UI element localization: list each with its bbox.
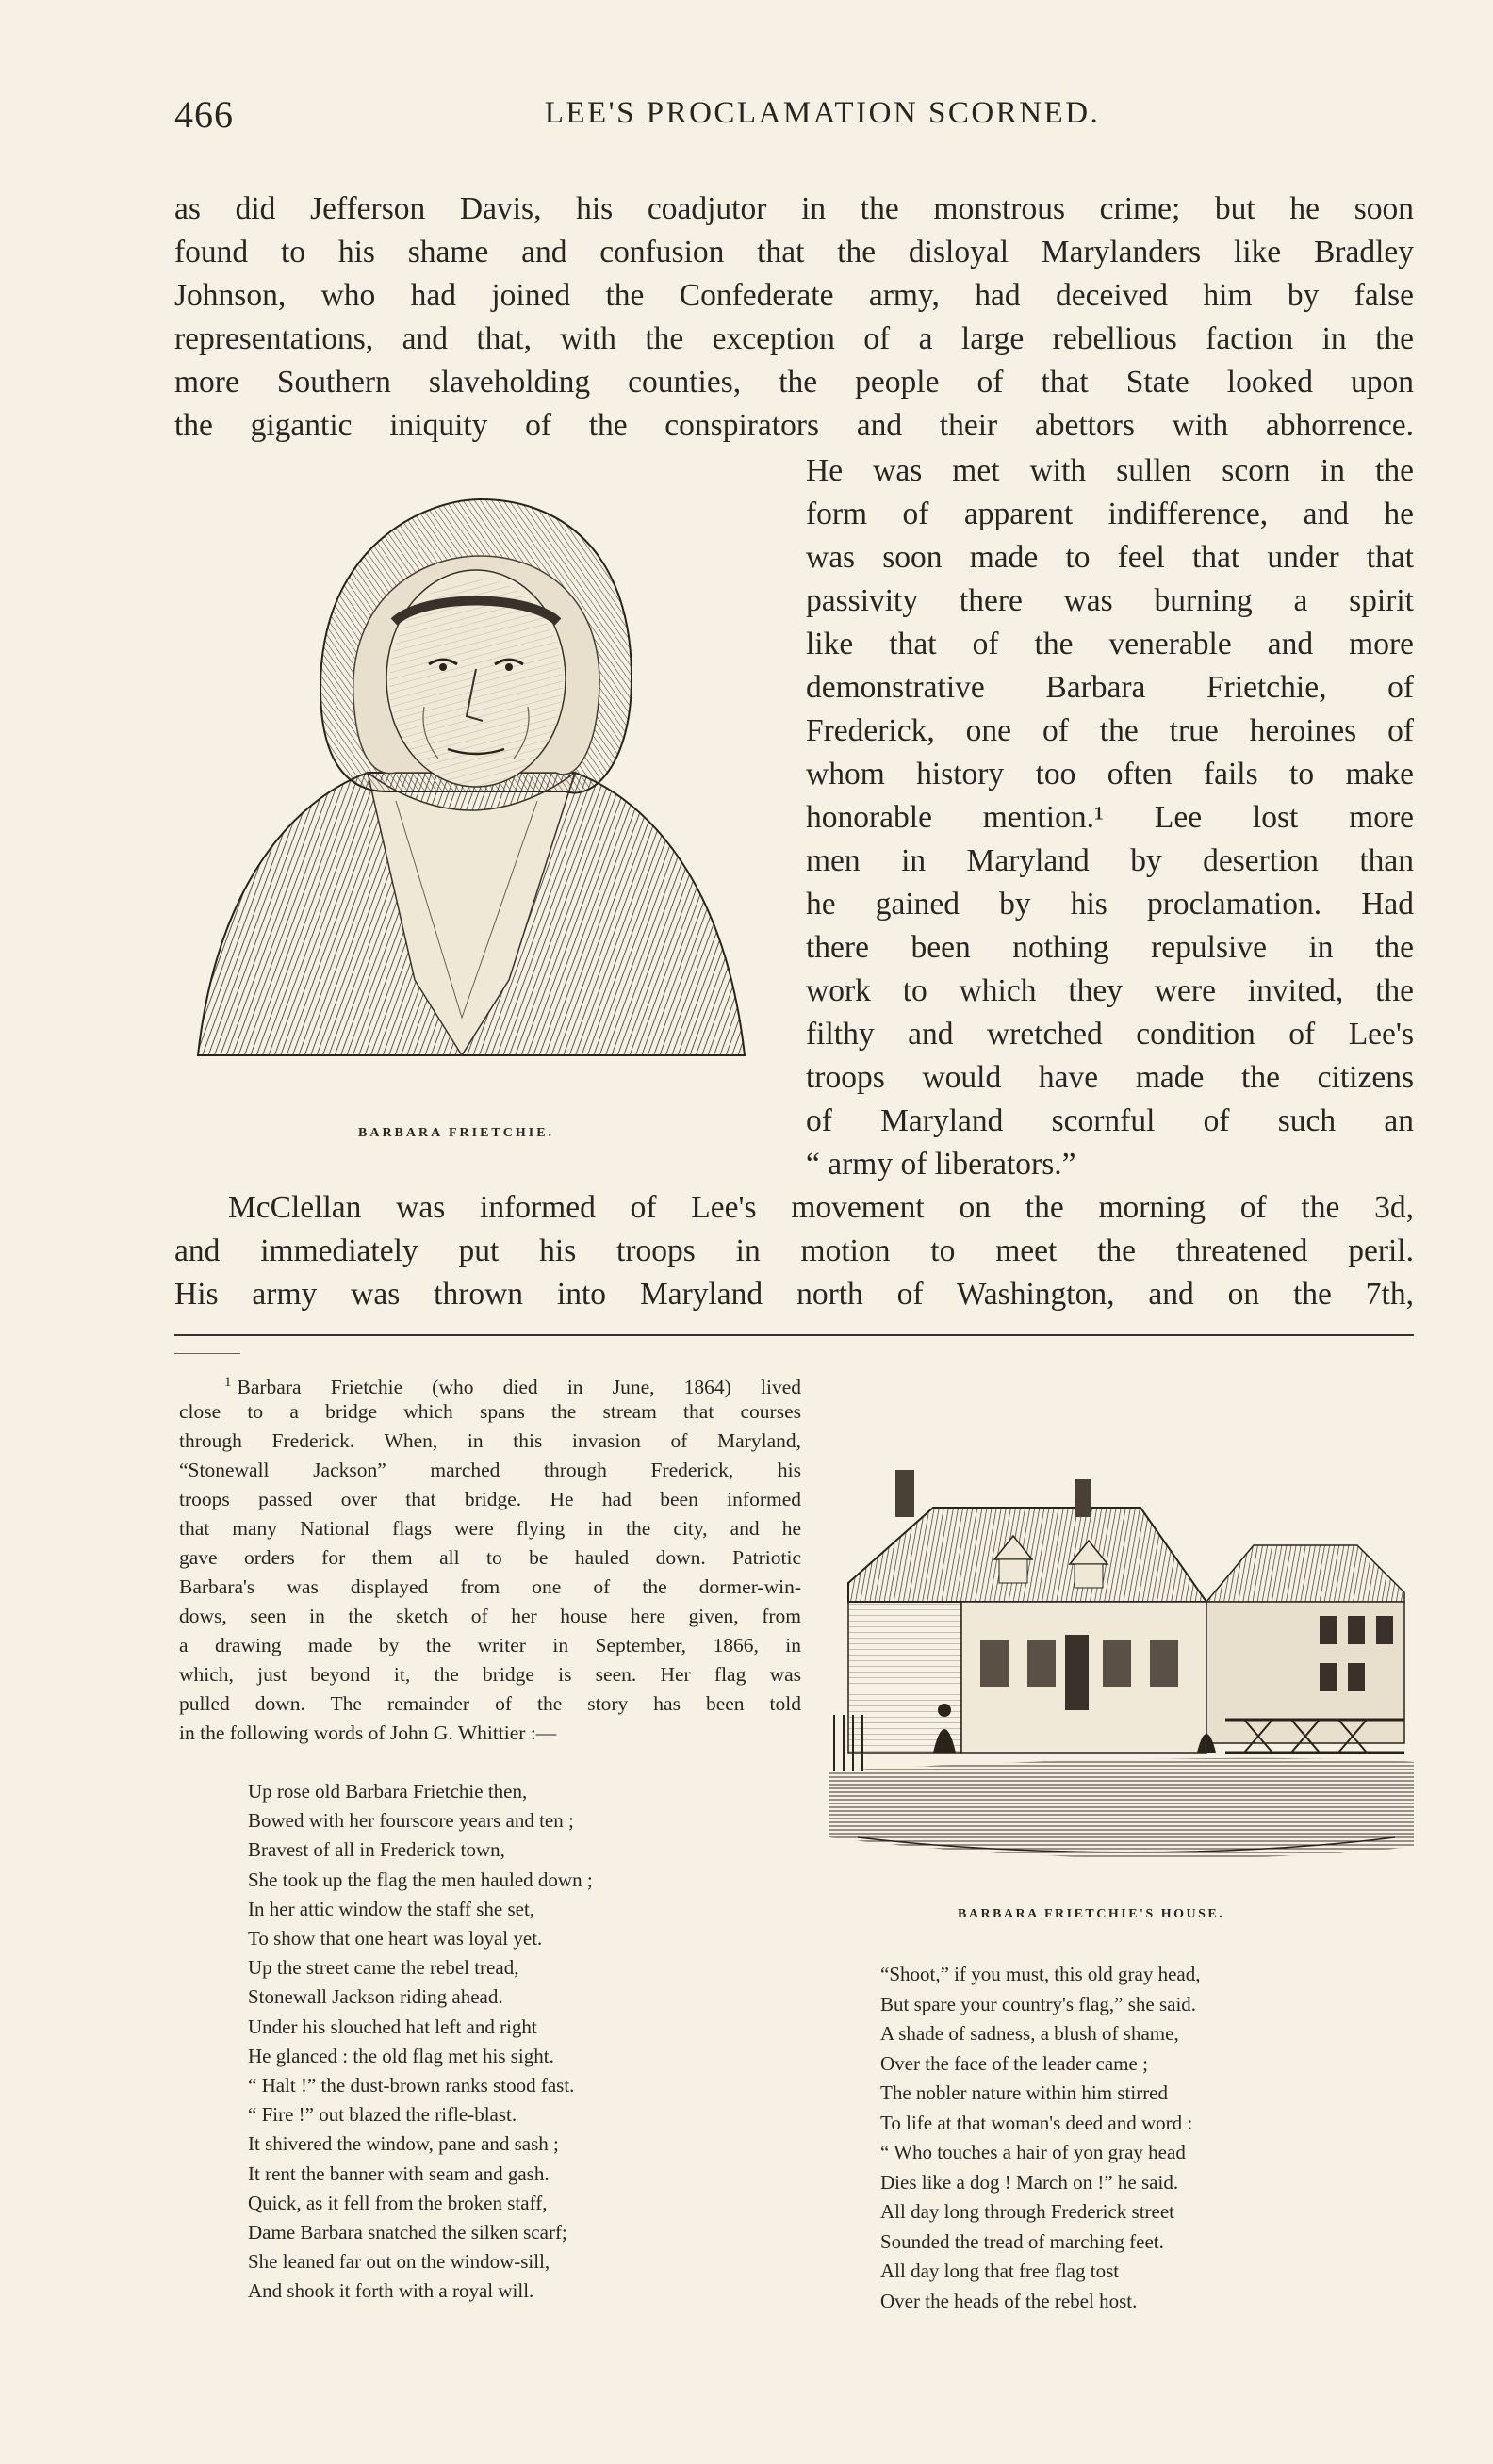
body-line: troops would have made the citizens [806, 1060, 1414, 1095]
footnote-rule [174, 1353, 240, 1354]
body-line: found to his shame and confusion that the disloyal Marylanders like Bradley [174, 235, 1414, 269]
poem-line: Under his slouched hat left and right [248, 2015, 537, 2038]
footnote-line: which, just beyond it, the bridge is seen. Her flag was [179, 1663, 801, 1686]
poem-line: And shook it forth with a royal will. [248, 2279, 534, 2303]
footnote-line: Barbara's was displayed from one of the dormer-win- [179, 1575, 801, 1598]
poem-line: “ Fire !” out blazed the rifle-blast. [248, 2103, 517, 2127]
poem-line: All day long that free flag tost [880, 2260, 1120, 2282]
poem-line: Dame Barbara snatched the silken scarf; [248, 2221, 567, 2244]
footnote-divider [174, 1334, 1414, 1336]
body-line: of Maryland scornful of such an [806, 1103, 1414, 1138]
poem-line: But spare your country's flag,” she said. [880, 1992, 1197, 2015]
poem-line: Bowed with her fourscore years and ten ; [248, 1809, 574, 1833]
footnote-line: dows, seen in the sketch of her house here given, from [179, 1605, 801, 1627]
body-line: representations, and that, with the exception of a large rebellious faction in the [174, 321, 1414, 356]
house-caption: BARBARA FRIETCHIE'S HOUSE. [958, 1907, 1225, 1921]
body-line: more Southern slaveholding counties, the people of that State looked upon [174, 365, 1414, 400]
poem-line: The nobler nature within him stirred [880, 2081, 1169, 2104]
poem-line: “ Who touches a hair of yon gray head [880, 2141, 1186, 2163]
body-line: as did Jefferson Davis, his coadjutor in the monstrous crime; but he soon [174, 191, 1414, 226]
poem-line: Up rose old Barbara Frietchie then, [248, 1780, 528, 1803]
footnote-line: troops passed over that bridge. He had been informed [179, 1488, 801, 1510]
footnote-line: a drawing made by the writer in September, 1866, in [179, 1634, 801, 1656]
poem-line: “Shoot,” if you must, this old gray head, [880, 1963, 1201, 1985]
page-header [174, 92, 1414, 149]
poem-line: “ Halt !” the dust-brown ranks stood fast. [248, 2074, 575, 2097]
poem-line: Dies like a dog ! March on !” he said. [880, 2170, 1179, 2194]
body-line: whom history too often fails to make [806, 757, 1414, 791]
poem-line: It rent the banner with seam and gash. [248, 2162, 550, 2185]
body-line: men in Maryland by desertion than [806, 843, 1414, 878]
poem-line: Quick, as it fell from the broken staff, [248, 2191, 548, 2214]
poem-line: In her attic window the staff she set, [248, 1897, 535, 1920]
footnote-line: gave orders for them all to be hauled down. Patriotic [179, 1546, 801, 1569]
body-line: McClellan was informed of Lee's movement on the morning of the 3d, [228, 1190, 1414, 1225]
portrait-caption: BARBARA FRIETCHIE. [358, 1126, 555, 1140]
footnote-line: in the following words of John G. Whittier :— [179, 1722, 557, 1744]
poem-line: Over the heads of the rebel host. [880, 2289, 1138, 2312]
body-line: demonstrative Barbara Frietchie, of [806, 670, 1414, 705]
poem-line: To life at that woman's deed and word : [880, 2111, 1193, 2134]
body-line: He was met with sullen scorn in the [806, 453, 1414, 488]
body-line: he gained by his proclamation. Had [806, 887, 1414, 922]
poem-line: Over the face of the leader came ; [880, 2051, 1148, 2075]
footnote-line: that many National flags were flying in the city, and he [179, 1517, 801, 1540]
poem-line: She leaned far out on the window-sill, [248, 2250, 550, 2274]
body-line: and immediately put his troops in motion to meet the threatened peril. [174, 1233, 1414, 1268]
body-line: was soon made to feel that under that [806, 540, 1414, 575]
body-line: Johnson, who had joined the Confederate army, had deceived him by false [174, 278, 1414, 313]
poem-line: Stonewall Jackson riding ahead. [248, 1985, 503, 2009]
body-line: the gigantic iniquity of the conspirators and their abettors with abhorrence. [174, 408, 1414, 443]
footnote-line: through Frederick. When, in this invasion of Maryland, [179, 1429, 801, 1452]
poem-line: Sounded the tread of marching feet. [880, 2229, 1164, 2253]
footnote-line: $^1$ Barbara Frietchie (who died in June, 1864) lived [224, 1375, 801, 1399]
poem-line: She took up the flag the men hauled down ; [248, 1868, 593, 1891]
poem-line: Bravest of all in Frederick town, [248, 1838, 505, 1862]
body-line: form of apparent indifference, and he [806, 497, 1414, 531]
poem-line: He glanced : the old flag met his sight. [248, 2044, 554, 2067]
poem-line: Up the street came the rebel tread, [248, 1956, 519, 1980]
body-line: honorable mention.¹ Lee lost more [806, 800, 1414, 835]
footnote-marker: 1 [224, 1375, 232, 1390]
house-engraving [829, 1395, 1414, 1885]
poem-line: It shivered the window, pane and sash ; [248, 2132, 559, 2156]
poem-line: All day long through Frederick street [880, 2200, 1175, 2223]
body-line: like that of the venerable and more [806, 627, 1414, 661]
footnote-line: pulled down. The remainder of the story has been told [179, 1692, 801, 1715]
running-title: LEE'S PROCLAMATION SCORNED. [544, 96, 1101, 130]
portrait-engraving [179, 490, 763, 1093]
body-line: passivity there was burning a spirit [806, 583, 1414, 618]
page-number: 466 [174, 93, 234, 136]
body-line: work to which they were invited, the [806, 973, 1414, 1008]
body-line: His army was thrown into Maryland north of Washington, and on the 7th, [174, 1277, 1414, 1312]
body-line: Frederick, one of the true heroines of [806, 713, 1414, 748]
footnote-line: “Stonewall Jackson” marched through Frederick, his [179, 1459, 801, 1481]
body-line: there been nothing repulsive in the [806, 930, 1414, 965]
footnote-line: close to a bridge which spans the stream that courses [179, 1400, 801, 1423]
body-line: filthy and wretched condition of Lee's [806, 1017, 1414, 1052]
poem-line: A shade of sadness, a blush of shame, [880, 2022, 1179, 2045]
body-line: “ army of liberators.” [806, 1147, 1076, 1182]
poem-line: To show that one heart was loyal yet. [248, 1927, 543, 1950]
